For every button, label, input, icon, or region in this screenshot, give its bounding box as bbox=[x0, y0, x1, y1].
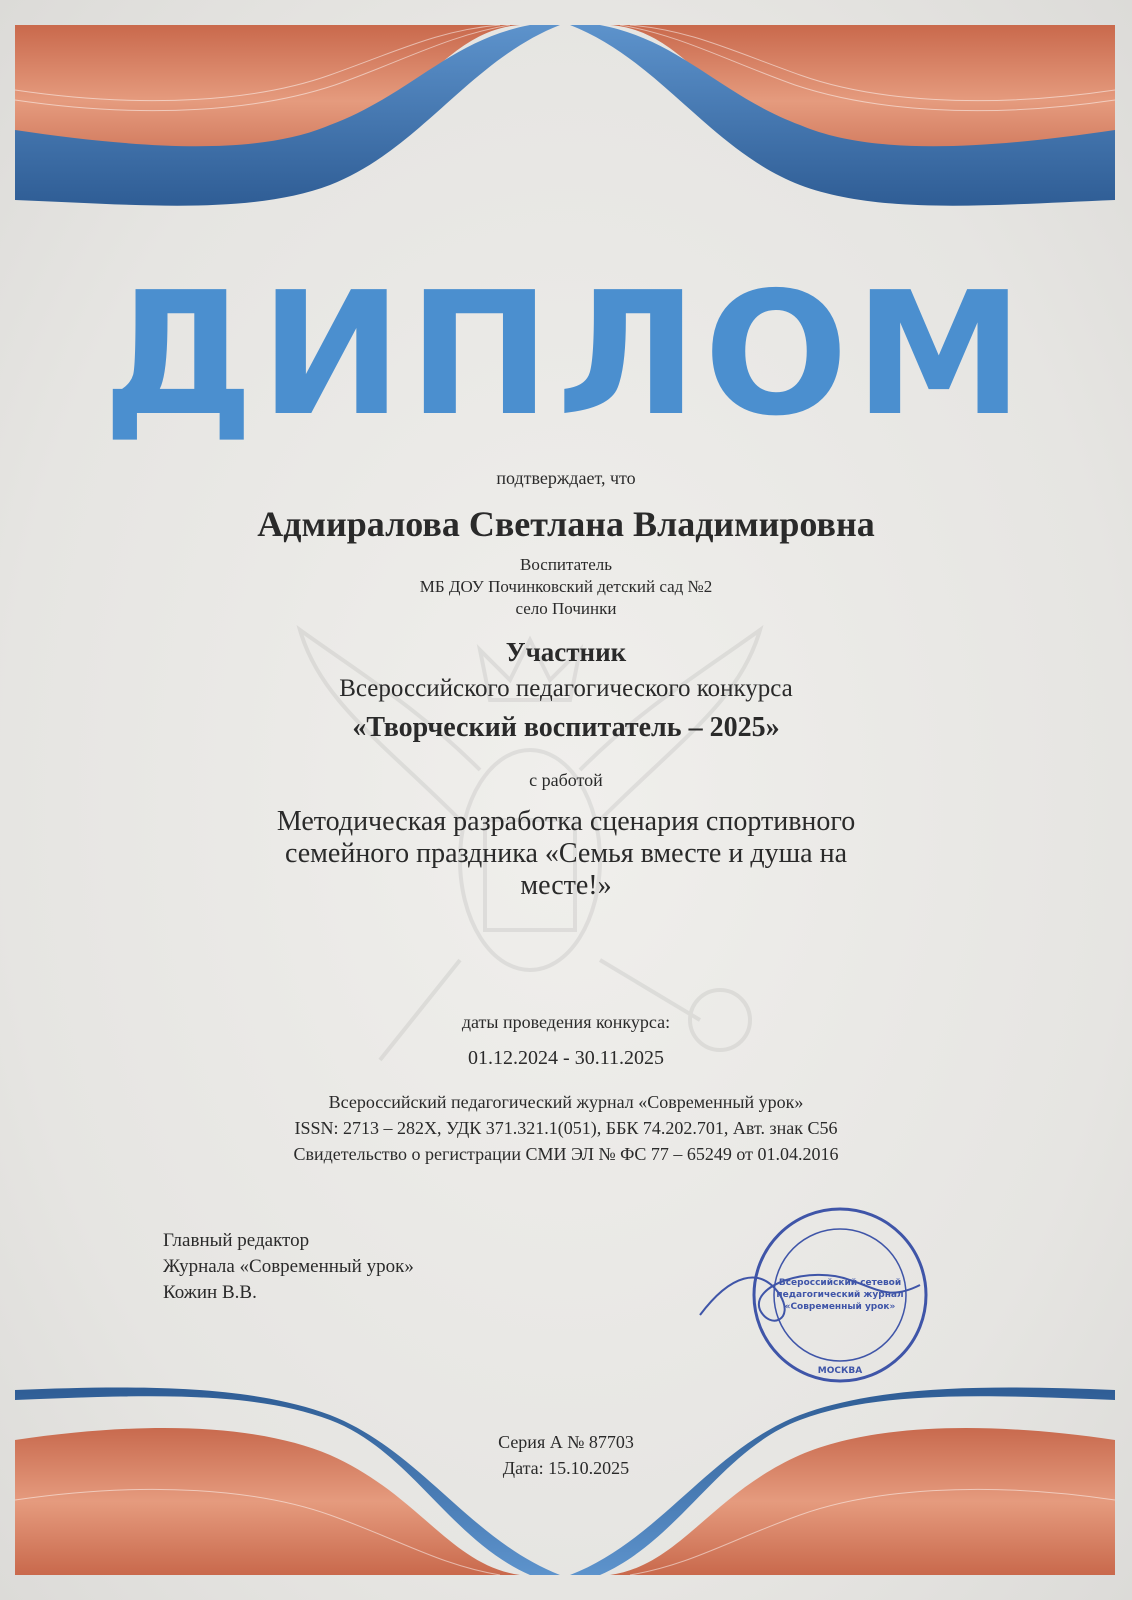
stamp-center-line-1: Всероссийский сетевой bbox=[778, 1278, 902, 1288]
work-title-line-3: месте!» bbox=[520, 870, 612, 901]
series-number: Серия А № 87703 bbox=[498, 1432, 634, 1452]
confirms-text: подтверждает, что bbox=[496, 468, 636, 488]
dates-value: 01.12.2024 - 30.11.2025 bbox=[468, 1047, 664, 1069]
contest-line: Всероссийского педагогического конкурса bbox=[339, 675, 793, 702]
top-ribbon-decoration bbox=[0, 0, 1132, 220]
journal-registration: Свидетельство о регистрации СМИ ЭЛ № ФС 77 – 65249 от 01.04.2016 bbox=[293, 1144, 839, 1164]
signer-title: Главный редактор bbox=[163, 1230, 310, 1251]
recipient-position: Воспитатель bbox=[520, 555, 612, 574]
recipient-name: Адмиралова Светлана Владимировна bbox=[257, 504, 875, 544]
journal-name: Всероссийский педагогический журнал «Современный урок» bbox=[328, 1092, 804, 1112]
signer-name: Кожин В.В. bbox=[163, 1282, 257, 1303]
recipient-locality: село Починки bbox=[515, 599, 617, 618]
stamp-center-line-3: «Современный урок» bbox=[784, 1302, 896, 1312]
work-title-line-1: Методическая разработка сценария спортивного bbox=[276, 806, 856, 837]
stamp-city: МОСКВА bbox=[817, 1366, 863, 1376]
signer-journal: Журнала «Современный урок» bbox=[163, 1256, 414, 1277]
official-stamp bbox=[690, 1205, 940, 1385]
journal-codes: ISSN: 2713 – 282Х, УДК 371.321.1(051), ББК 74.202.701, Авт. знак С56 bbox=[294, 1118, 838, 1138]
contest-name: «Творческий воспитатель – 2025» bbox=[352, 712, 780, 743]
work-title-line-2: семейного праздника «Семья вместе и душа на bbox=[284, 838, 847, 869]
bottom-ribbon-decoration bbox=[0, 1380, 1132, 1600]
dates-label: даты проведения конкурса: bbox=[461, 1012, 671, 1032]
work-intro: с работой bbox=[529, 770, 603, 790]
award-role: Участник bbox=[505, 637, 627, 667]
issue-date: Дата: 15.10.2025 bbox=[502, 1458, 630, 1478]
stamp-center-line-2: педагогический журнал bbox=[776, 1290, 904, 1300]
recipient-organization: МБ ДОУ Починковский детский сад №2 bbox=[419, 577, 713, 596]
diploma-title: ДИПЛОМ bbox=[102, 256, 1030, 454]
